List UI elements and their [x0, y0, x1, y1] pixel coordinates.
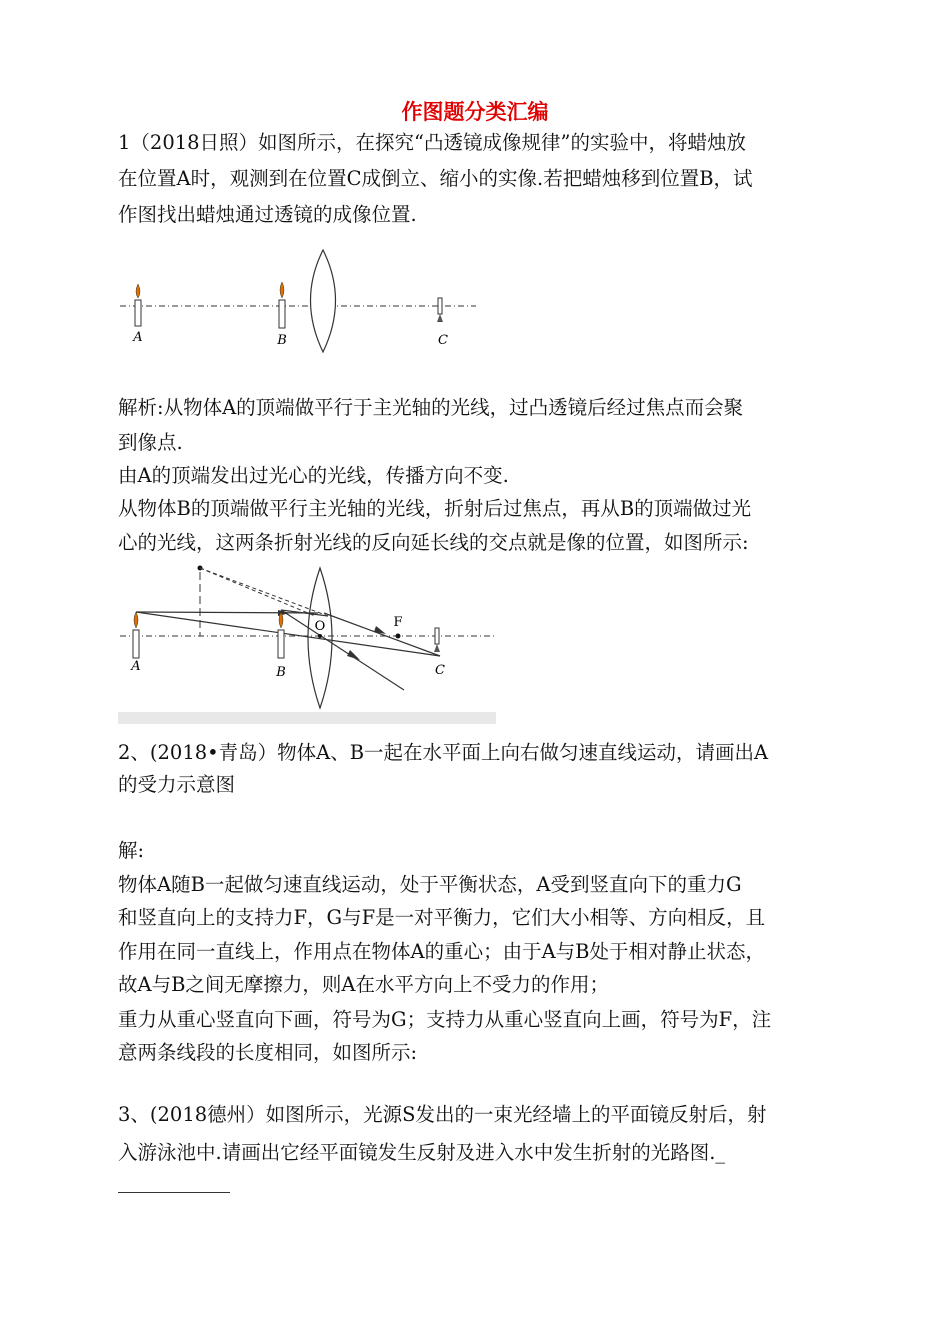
label-c: C	[438, 333, 448, 348]
q2-solution-5: 故A与B之间无摩擦力，则A在水平方向上不受力的作用；	[118, 973, 609, 996]
q3-line-1: 3、(2018德州）如图所示，光源S发出的一束光经墙上的平面镜反射后，射	[118, 1103, 767, 1126]
label-f: F	[393, 615, 403, 630]
q2-solution-2: 物体A随B一起做匀速直线运动，处于平衡状态，A受到竖直向下的重力G	[118, 873, 742, 896]
q3-line-2: 入游泳池中.请画出它经平面镜发生反射及进入水中发生折射的光路图._	[118, 1141, 726, 1164]
optical-center	[318, 634, 322, 638]
q2-solution-6: 重力从重心竖直向下画，符号为G；支持力从重心竖直向上画，符号为F，注	[118, 1008, 772, 1031]
q1-figure-1	[118, 240, 478, 360]
candle-b	[278, 612, 284, 658]
image-c	[434, 628, 440, 652]
focus-point	[396, 634, 401, 639]
label-b: B	[276, 665, 286, 680]
q1-analysis-3: 由A的顶端发出过光心的光线，传播方向不变.	[118, 464, 509, 487]
q2-solution-1: 解:	[118, 839, 145, 862]
q1-line-1: 1（2018日照）如图所示，在探究“凸透镜成像规律”的实验中，将蜡烛放	[118, 131, 746, 154]
q2-line-2: 的受力示意图	[118, 773, 236, 796]
q2-solution-3: 和竖直向上的支持力F，G与F是一对平衡力，它们大小相等、方向相反，且	[118, 906, 766, 929]
label-b: B	[277, 333, 287, 348]
q1-analysis-1: 解析:从物体A的顶端做平行于主光轴的光线，过凸透镜后经过焦点而会聚	[118, 396, 744, 419]
candle-b	[279, 282, 285, 328]
q1-analysis-2: 到像点.	[118, 431, 183, 454]
q2-line-1: 2、(2018•青岛）物体A、B一起在水平面上向右做匀速直线运动，请画出A	[118, 741, 769, 764]
q1-line-2: 在位置A时，观测到在位置C成倒立、缩小的实像.若把蜡烛移到位置B，试	[118, 167, 753, 190]
q1-analysis-4: 从物体B的顶端做平行主光轴的光线，折射后过焦点，再从B的顶端做过光	[118, 497, 752, 520]
candle-a	[133, 612, 139, 658]
q1-analysis-5: 心的光线，这两条折射光线的反向延长线的交点就是像的位置，如图所示:	[118, 531, 749, 554]
label-a: A	[131, 659, 141, 674]
convex-lens	[311, 250, 336, 352]
answer-blank-line	[118, 1192, 230, 1193]
label-c: C	[435, 663, 445, 678]
page-title: 作图题分类汇编	[401, 100, 549, 124]
q1-line-3: 作图找出蜡烛通过透镜的成像位置.	[118, 203, 417, 226]
image-c	[437, 298, 443, 322]
q2-solution-7: 意两条线段的长度相同，如图所示:	[118, 1041, 418, 1064]
label-a: A	[133, 330, 143, 345]
q1-figure-2	[118, 558, 496, 724]
q2-solution-4: 作用在同一直线上，作用点在物体A的重心；由于A与B处于相对静止状态，	[118, 940, 765, 963]
label-o: O	[314, 619, 326, 634]
candle-a	[135, 284, 141, 326]
